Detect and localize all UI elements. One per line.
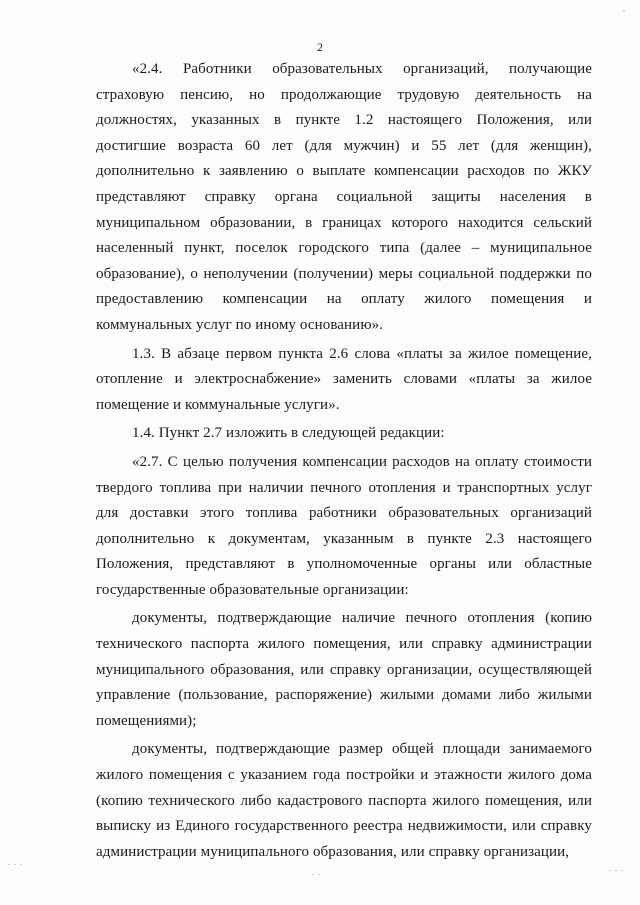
page-number: 2	[317, 40, 323, 54]
scan-artifact-mark: . . .	[8, 858, 23, 867]
scan-artifact-mark: . . .	[609, 864, 624, 873]
document-body	[96, 57, 592, 868]
paragraph-1-4: 1.4. Пункт 2.7 изложить в следующей редакции:	[132, 425, 445, 442]
scan-artifact-mark: . .	[312, 868, 321, 877]
paragraph-1-3: 1.3. В абзаце первом пункта 2.6 слова «платы за жилое помещение, отопление и электроснабжение» заменить словами «платы за жилое помещение и коммунальные услуги».	[96, 345, 592, 413]
paragraph-2-4: «2.4. Работники образовательных организаций, получающие страховую пенсию, но продолжающие трудовую деятельность на должностях, указанных в пункте 1.2 настоящего Положения, или достигшие возраста 60 лет (для мужчин) и 55 лет (для женщин), дополнительно к заявлению о выплате компенсации расходов по ЖКУ представляют справку органа социальной защиты населения в муниципальном образовании, в границах которого находится сельский населенный пункт, поселок городского типа (далее – муниципальное образование), о неполучении (получении) меры социальной поддержки по предоставлению компенсации на оплату жилого помещения и коммунальных услуг по иному основанию».	[96, 61, 592, 333]
scan-artifact-mark: ,	[623, 4, 626, 13]
paragraph-floor-area-documents: документы, подтверждающие размер общей площади занимаемого жилого помещения с указанием года постройки и этажности жилого дома (копию технического либо кадастрового паспорта жилого помещения, или выписку из Единого государственного реестра недвижимости, или справку администрации муниципального образования, или справку организации,	[96, 741, 592, 860]
paragraph-2-7: «2.7. С целью получения компенсации расходов на оплату стоимости твердого топлива при наличии печного отопления и транспортных услуг для доставки этого топлива работники образовательных организаций дополнительно к документам, указанным в пункте 2.3 настоящего Положения, представляют в уполномоченные органы или областные государственные образовательные организации:	[96, 453, 592, 598]
paragraph-stove-heating-documents: документы, подтверждающие наличие печного отопления (копию технического паспорта жилого помещения, или справку администрации муниципального образования, или справку организации, осуществляющей управление (пользование, распоряжение) жилыми домами либо жилыми помещениями);	[96, 610, 592, 729]
